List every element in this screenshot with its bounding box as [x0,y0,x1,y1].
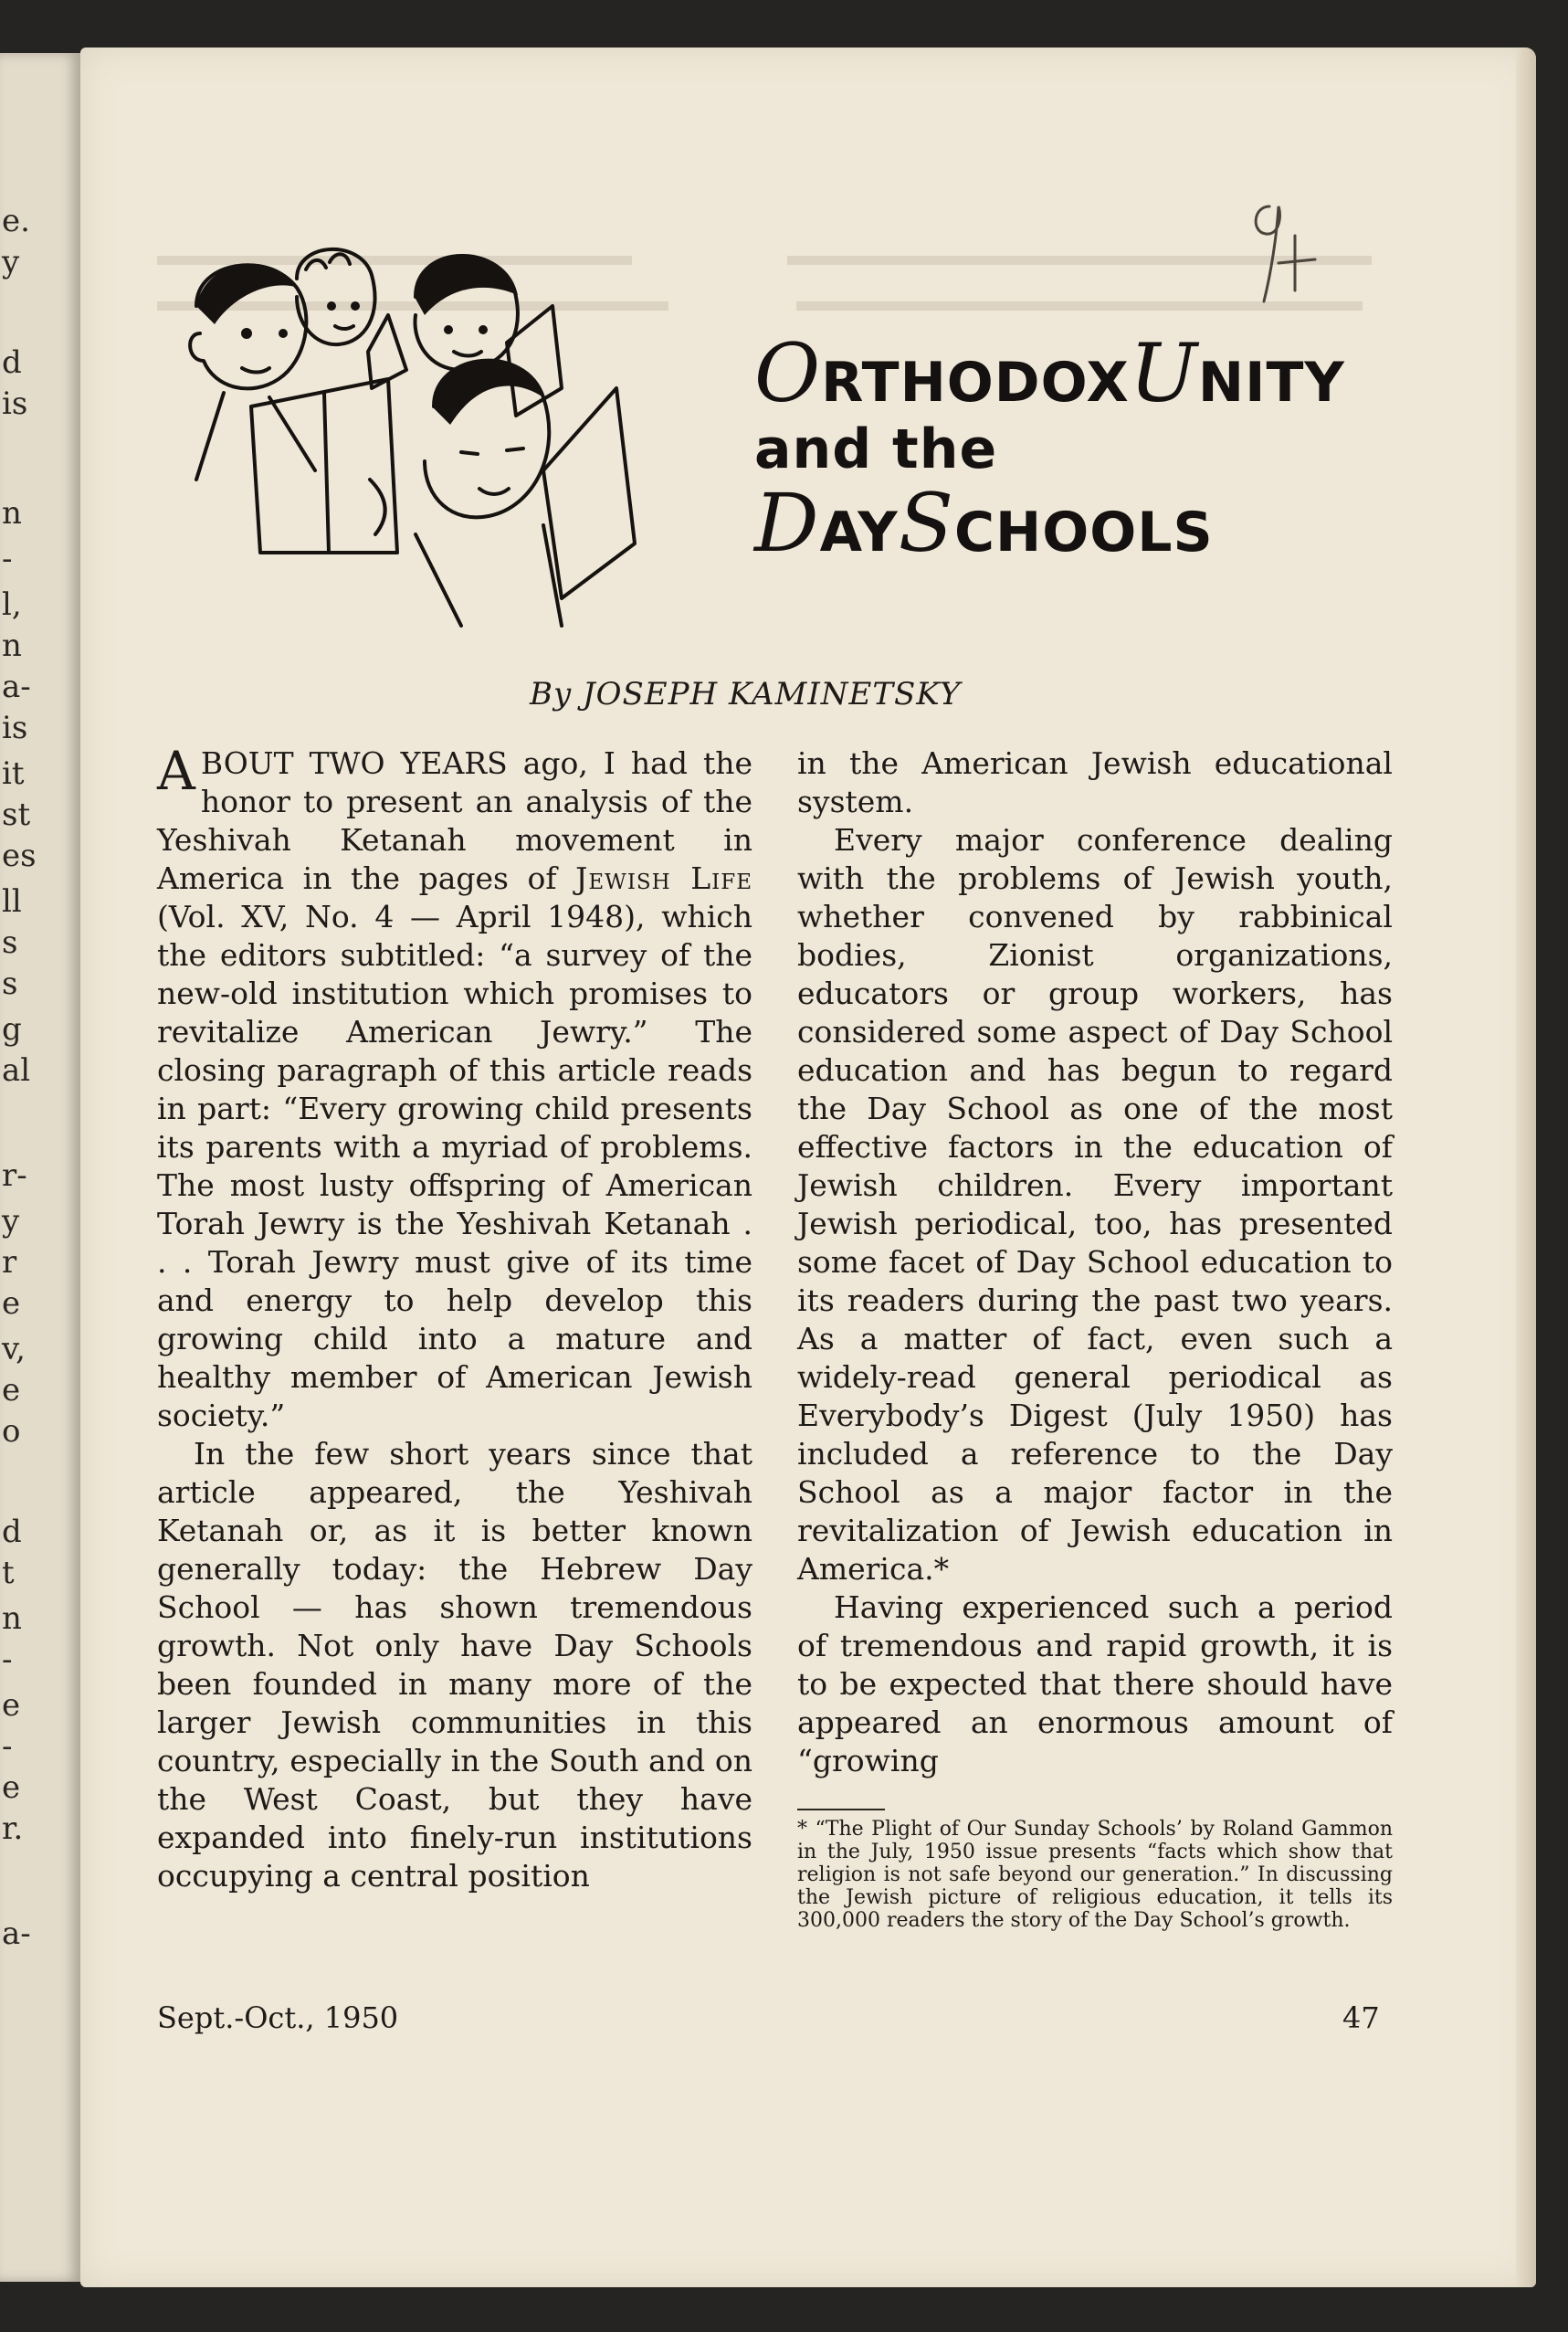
left-page-text-fragment: d [2,1514,22,1550]
left-page-text-fragment: e [2,1769,21,1806]
issue-date: Sept.-Oct., 1950 [157,2000,399,2035]
left-page-text-fragment: s [2,924,18,961]
left-page-text-fragment: d [2,344,22,381]
left-page-text-fragment: e. [2,203,30,239]
byline: By JOSEPH KAMINETSKY [530,676,962,712]
left-page-text-fragment: r- [2,1157,27,1194]
paragraph: In the few short years since that article appeared, the Yeshivah Ketanah or, as it is better known generally today: the Hebrew Day School — has shown tremendous growth. Not only have Day Schools been founded in many more of the larger Jewish communities in this country, especially in the South and on the West Coast, but they have expanded into finely-run institutions occupying a central position [157,1436,752,1894]
paragraph: Having experienced such a period of tremendous and rapid growth, it is to be expected that there should have appeared an enormous amount of “growing [797,1589,1393,1778]
left-page-text-fragment: es [2,838,37,874]
left-page-text-fragment: it [2,755,25,792]
journal-name: Jewish Life [575,860,752,896]
headline-line-3: DAYSCHOOLS [754,476,1214,570]
left-page-text-fragment: a- [2,1915,31,1952]
left-page-text-fragment: v, [2,1331,26,1367]
left-page-text-fragment: - [2,541,13,577]
drop-cap: A [157,740,195,802]
left-page-text-fragment: l, [2,586,22,623]
left-page-text-fragment: g [2,1011,22,1048]
headline-line-2: and the [754,417,998,481]
left-page-text-fragment: n [2,495,22,532]
left-page-text-fragment: st [2,797,31,833]
left-page-strip [0,53,80,2282]
page-edge [1516,47,1536,2287]
paragraph: in the American Jewish educational system. [797,745,1393,819]
left-page-text-fragment: y [2,1203,20,1240]
left-page-text-fragment: is [2,710,28,746]
left-page-text-fragment: r. [2,1810,24,1847]
left-page-text-fragment: ll [2,883,22,920]
left-page-text-fragment: e [2,1285,21,1322]
left-page-text-fragment: a- [2,669,31,705]
left-page-text-fragment: - [2,1641,13,1678]
right-column [797,744,1393,1780]
children-reading-illustration-icon [160,242,753,644]
footnote: * “The Plight of Our Sunday Schools’ by Roland Gammon in the July, 1950 issue presents “facts which show that religion is not safe beyond our generation.” In discussing the Jewish picture of religious education, it tells its 300,000 readers the story of the Day School’s growth. [797,1818,1393,1932]
left-page-text-fragment: t [2,1555,15,1591]
left-page-text-fragment: o [2,1413,21,1450]
left-page-text-fragment: r [2,1244,17,1281]
left-page-text-fragment: e [2,1687,21,1724]
paragraph: Every major conference dealing with the problems of Jewish youth, whether convened by rabbinical bodies, Zionist organizations, educators or group workers, has considered some aspect of Day School education and has begun to regard the Day School as one of the most effective factors in the education of Jewish children. Every important Jewish periodical, too, has presented some facet of Day School education to its readers during the past two years. As a matter of fact, even such a widely-read general periodical as Everybody’s Digest (July 1950) has included a reference to the Day School as a major factor in the revitalization of Jewish education in America.* [797,822,1393,1587]
left-page-text-fragment: - [2,1728,13,1765]
left-column [157,740,752,1895]
left-page-text-fragment: s [2,966,18,1002]
left-page-text-fragment: is [2,385,28,422]
article-headline [754,326,1375,570]
footnote-rule [797,1809,885,1810]
left-page-text-fragment: n [2,1600,22,1637]
left-page-text-fragment: y [2,244,20,280]
headline-line-1: ORTHODOXUNITY [754,326,1345,420]
page-number: 47 [1342,2000,1380,2035]
left-page-text-fragment: al [2,1052,31,1089]
handwritten-note-icon [1242,199,1324,309]
paragraph: ABOUT TWO YEARS ago, I had the honor to present an analysis of the Yeshivah Ketanah movement in America in the pages of Jewish Life (Vol. XV, No. 4 — April 1948), which the editors subtitled: “a survey of the new-old institution which promises to revitalize American Jewry.” The closing paragraph of this article reads in part: “Every growing child presents its parents with a myriad of problems. The most lusty offspring of American Torah Jewry is the Yeshivah Ketanah . . . Torah Jewry must give of its time and energy to help develop this growing child into a mature and healthy member of American Jewish society.” [157,740,752,1433]
left-page-text-fragment: n [2,628,22,664]
left-page-text-fragment: e [2,1372,21,1409]
